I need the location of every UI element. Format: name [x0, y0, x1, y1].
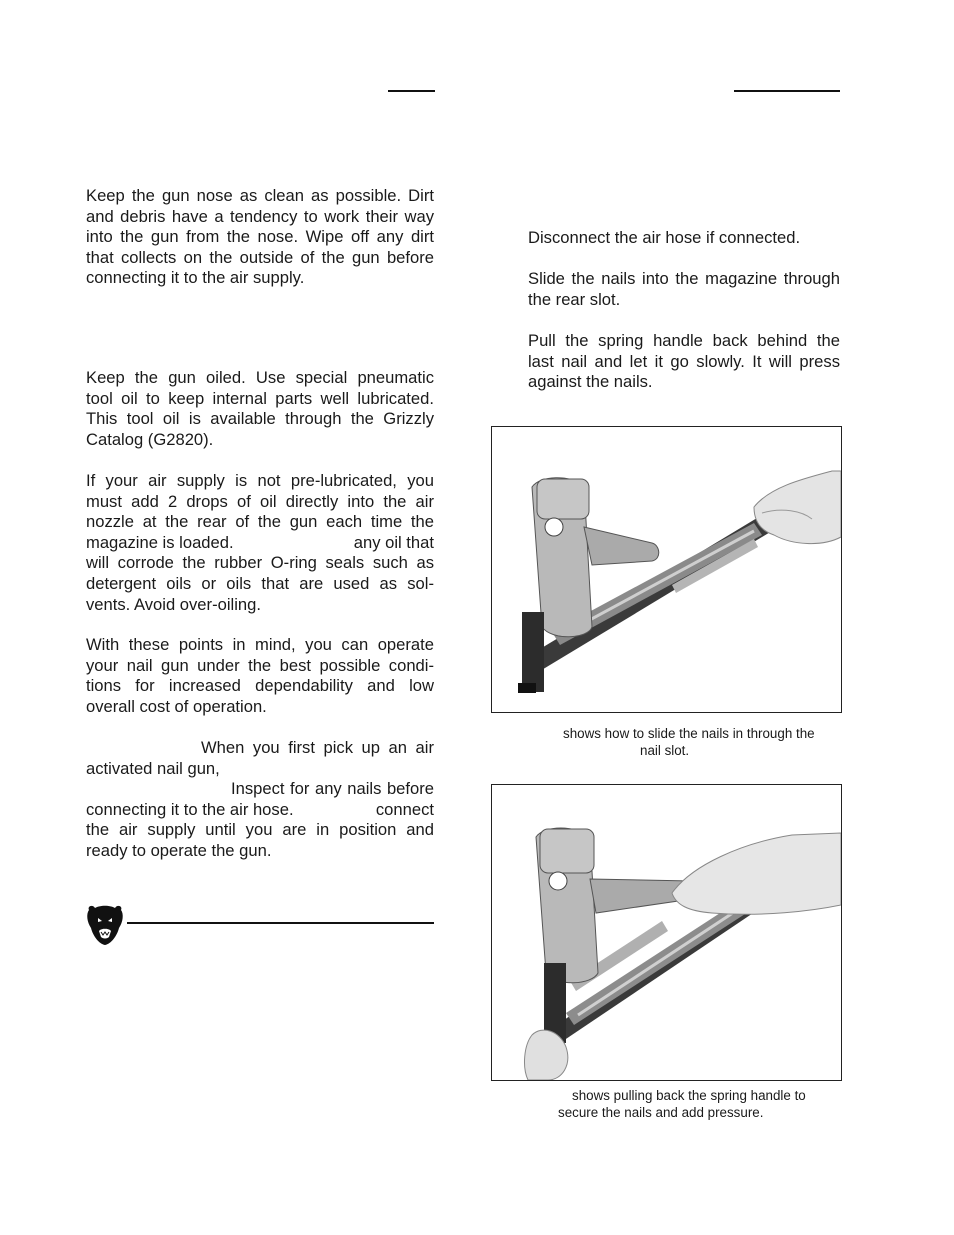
- text-line: If your air supply is not pre-lubricated, you: [86, 471, 434, 490]
- text-line: Slide the nails into the magazine through: [528, 269, 840, 288]
- text-fragment: connecting it to the air hose.: [86, 799, 294, 819]
- nail-gun-loading-image: [492, 427, 841, 712]
- air-supply-paragraph: [86, 471, 434, 615]
- text-line: Catalog (G2820).: [86, 429, 214, 449]
- text-line-indented: [86, 779, 434, 800]
- spring-handle-image: [492, 785, 841, 1080]
- text-line: Disconnect the air hose if connected.: [528, 228, 801, 247]
- figure-1-photo: [491, 426, 842, 713]
- text-line: against the nails.: [528, 372, 653, 392]
- caption-line: secure the nails and add pressure.: [558, 1105, 764, 1120]
- header-rule-right: [734, 90, 840, 92]
- text-line-split: [86, 800, 434, 821]
- step-3: [528, 331, 840, 393]
- text-fragment: Inspect for any nails before: [231, 779, 434, 799]
- section-rule: [127, 922, 434, 924]
- text-line: activated nail gun,: [86, 758, 220, 778]
- caption-line: shows how to slide the nails in through the: [563, 726, 815, 741]
- text-line: the rear slot.: [528, 289, 621, 309]
- header-rule-left: [388, 90, 435, 92]
- text-fragment: magazine is loaded.: [86, 532, 234, 552]
- text-line: ready to operate the gun.: [86, 840, 272, 860]
- text-line: last nail and let it go slowly. It will press: [528, 351, 840, 371]
- text-line-split: [86, 533, 434, 554]
- text-fragment: connect: [375, 799, 434, 819]
- text-line: Keep the gun oiled. Use special pneumatic: [86, 368, 434, 387]
- text-line: into the gun from the nose. Wipe off any dirt: [86, 227, 434, 247]
- text-line: tool oil to keep internal parts well lubricated.: [86, 388, 434, 408]
- text-line: With these points in mind, you can operate: [86, 635, 434, 654]
- caption-line: nail slot.: [640, 743, 690, 758]
- step-1: [528, 228, 840, 249]
- text-line: Keep the gun nose as clean as possible. Dirt: [86, 186, 434, 205]
- text-line: overall cost of operation.: [86, 696, 267, 716]
- text-fragment: any oil that: [353, 532, 434, 552]
- text-fragment: When you first pick up an air: [201, 738, 434, 757]
- text-line: vents. Avoid over-oiling.: [86, 594, 261, 614]
- text-line: nozzle at the rear of the gun each time the: [86, 512, 434, 532]
- text-line: your nail gun under the best possible condi-: [86, 655, 434, 675]
- grizzly-bear-icon: [85, 904, 125, 946]
- text-line: must add 2 drops of oil directly into the air: [86, 491, 434, 511]
- figure-1-caption: [491, 725, 840, 759]
- text-line: tions for increased dependability and low: [86, 676, 434, 696]
- text-line: that collects on the outside of the gun before: [86, 247, 434, 267]
- caption-line: shows pulling back the spring handle to: [572, 1088, 806, 1103]
- text-line: detergent oils or oils that are used as sol-: [86, 573, 434, 593]
- points-paragraph: [86, 635, 434, 717]
- step-2: [528, 269, 840, 310]
- nose-paragraph: [86, 186, 434, 289]
- text-line: will corrode the rubber O-ring seals such as: [86, 553, 434, 573]
- text-line: Pull the spring handle back behind the: [528, 331, 840, 350]
- safety-paragraph: [86, 738, 434, 862]
- text-line: connecting it to the air supply.: [86, 268, 305, 288]
- text-line-indented: [86, 738, 434, 759]
- text-line: and debris have a tendency to work their way: [86, 206, 434, 226]
- figure-2-photo: [491, 784, 842, 1081]
- oil-paragraph: [86, 368, 434, 450]
- text-line: the air supply until you are in position and: [86, 820, 434, 840]
- figure-2-caption: [491, 1087, 840, 1121]
- text-line: This tool oil is available through the Grizzly: [86, 409, 434, 429]
